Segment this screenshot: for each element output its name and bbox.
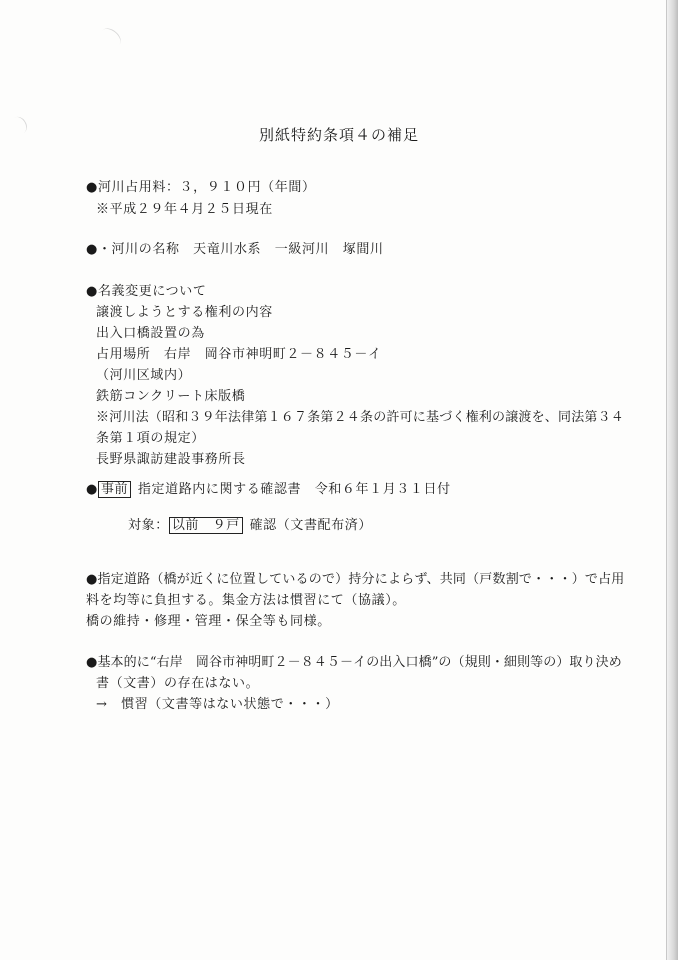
basic-line: → 慣習（文書等はない状態で・・・） xyxy=(96,697,339,712)
target-label: 対象： xyxy=(128,518,169,533)
name-change-line: 条第１項の規定） xyxy=(96,431,205,446)
bullet: ● xyxy=(86,482,98,497)
name-change-heading: ●名義変更について xyxy=(86,284,207,299)
fee-line: ●河川占用料：３，９１０円（年間） xyxy=(86,180,316,195)
name-change-line: （河川区域内） xyxy=(96,368,192,383)
name-change-line: ※河川法（昭和３９年法律第１６７条第２４条の許可に基づく権利の譲渡を、同法第３４ xyxy=(96,410,625,425)
scan-mark xyxy=(98,25,124,51)
road-line: 料を均等に負担する。集金方法は慣習にて（協議）。 xyxy=(86,593,406,608)
river-name-line: ●・河川の名称 天竜川水系 一級河川 塚間川 xyxy=(86,242,384,257)
target-boxed-value: 以前 ９戸 xyxy=(169,517,243,534)
prior-boxed-label: 事前 xyxy=(98,481,131,498)
target-line xyxy=(128,518,372,534)
basic-line: 書（文書）の存在はない。 xyxy=(96,676,260,691)
name-change-line: 譲渡しようとする権利の内容 xyxy=(96,305,273,320)
name-change-line: 長野県諏訪建設事務所長 xyxy=(96,452,246,467)
target-text: 確認（文書配布済） xyxy=(249,518,372,533)
name-change-line: 鉄筋コンクリート床版橋 xyxy=(96,389,246,404)
prior-line xyxy=(86,482,451,498)
document-title: 別紙特約条項４の補足 xyxy=(258,126,419,144)
basic-line: ●基本的に“右岸 岡谷市神明町２－８４５－イの出入口橋”の（規則・細則等の）取り決め xyxy=(86,655,622,670)
road-line: 橋の維持・修理・管理・保全等も同様。 xyxy=(86,614,331,629)
name-change-line: 出入口橋設置の為 xyxy=(96,326,205,341)
fee-date-note: ※平成２９年４月２５日現在 xyxy=(96,202,273,217)
road-line: ●指定道路（橋が近くに位置しているので）持分によらず、共同（戸数割で・・・）で占用 xyxy=(86,572,625,587)
prior-text: 指定道路内に関する確認書 令和６年１月３１日付 xyxy=(137,482,451,497)
name-change-line: 占用場所 右岸 岡谷市神明町２－８４５－イ xyxy=(96,347,382,362)
